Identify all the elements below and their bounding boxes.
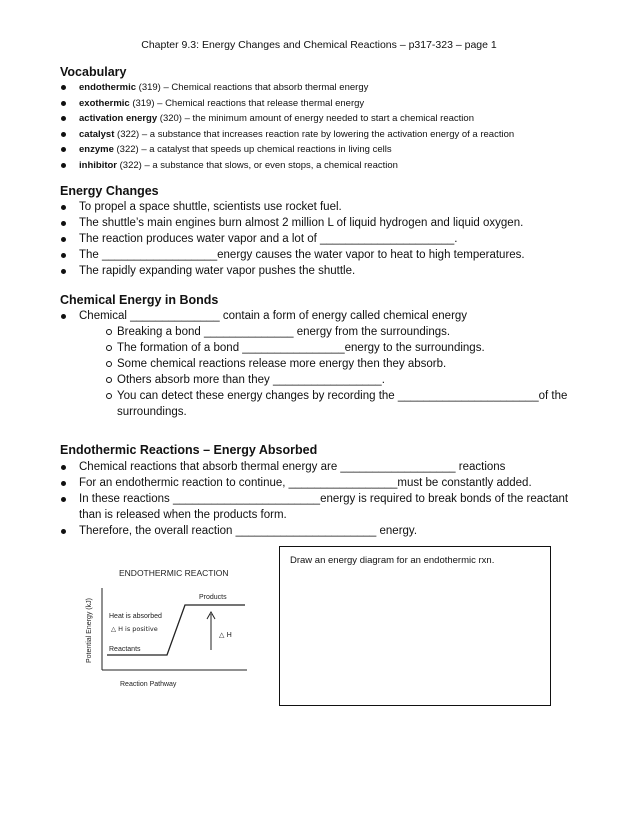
vocab-item: endothermic (319) – Chemical reactions that absorb thermal energy	[60, 80, 514, 96]
draw-box-prompt: Draw an energy diagram for an endothermic rxn.	[290, 555, 495, 566]
endothermic-list	[60, 459, 570, 539]
vocab-item: catalyst (322) – a substance that increases reaction rate by lowering the activation energy of a reaction	[60, 127, 514, 143]
sub-list-item: Some chemical reactions release more energy then they absorb.	[79, 356, 570, 372]
energy-changes-title: Energy Changes	[60, 184, 159, 198]
chemical-energy-list	[60, 308, 570, 420]
list-item: Therefore, the overall reaction ______________________ energy.	[60, 523, 570, 539]
vocab-item: exothermic (319) – Chemical reactions that release thermal energy	[60, 96, 514, 112]
page-header: Chapter 9.3: Energy Changes and Chemical Reactions – p317-323 – page 1	[141, 39, 497, 51]
endothermic-diagram	[75, 558, 255, 693]
vocabulary-title: Vocabulary	[60, 65, 127, 79]
sub-list-item: The formation of a bond ________________energy to the surroundings.	[79, 340, 570, 356]
list-item: The rapidly expanding water vapor pushes the shuttle.	[60, 263, 580, 279]
diagram-y-label: Potential Energy (kJ)	[86, 598, 93, 663]
list-item: The __________________energy causes the water vapor to heat to high temperatures.	[60, 247, 580, 263]
vocab-item: enzyme (322) – a catalyst that speeds up chemical reactions in living cells	[60, 142, 514, 158]
dh-label: △ H	[219, 631, 232, 639]
heat-absorbed-label: Heat is absorbed	[109, 613, 162, 620]
sub-list-item: Others absorb more than they _________________.	[79, 372, 570, 388]
reactants-label: Reactants	[109, 646, 141, 653]
list-item: The shuttle’s main engines burn almost 2 million L of liquid hydrogen and liquid oxygen.	[60, 215, 580, 231]
list-item: To propel a space shuttle, scientists use rocket fuel.	[60, 199, 580, 215]
chemical-energy-title: Chemical Energy in Bonds	[60, 293, 219, 307]
list-item: Chemical reactions that absorb thermal energy are __________________ reactions	[60, 459, 570, 475]
list-item: The reaction produces water vapor and a lot of _____________________.	[60, 231, 580, 247]
list-item: For an endothermic reaction to continue, _________________must be constantly added.	[60, 475, 570, 491]
dh-positive-label: △ H is positive	[111, 625, 158, 633]
sub-list-item: You can detect these energy changes by recording the ______________________of the surroundings.	[79, 388, 570, 420]
chemical-energy-sublist	[79, 324, 570, 420]
vocabulary-list	[60, 80, 514, 173]
list-item: Chemical ______________ contain a form of energy called chemical energy Breaking a bond ______________ energy from the surroundings. The formation of a bond ________________energy to the surroundings. Some chemical reactions release more energy then they absorb. Others absorb more than they _________________. You can detect these energy changes by recording the ______________________of the surroundings.	[60, 308, 570, 420]
sub-list-item: Breaking a bond ______________ energy from the surroundings.	[79, 324, 570, 340]
diagram-title: ENDOTHERMIC REACTION	[119, 568, 229, 578]
endothermic-title: Endothermic Reactions – Energy Absorbed	[60, 443, 318, 457]
vocab-item: inhibitor (322) – a substance that slows, or even stops, a chemical reaction	[60, 158, 514, 174]
vocab-item: activation energy (320) – the minimum amount of energy needed to start a chemical reaction	[60, 111, 514, 127]
diagram-x-label: Reaction Pathway	[120, 681, 177, 688]
draw-diagram-box[interactable]	[279, 546, 551, 706]
energy-changes-list	[60, 199, 580, 279]
products-label: Products	[199, 594, 227, 601]
list-item: In these reactions _______________________energy is required to break bonds of the reactant than is released when the products form.	[60, 491, 570, 523]
